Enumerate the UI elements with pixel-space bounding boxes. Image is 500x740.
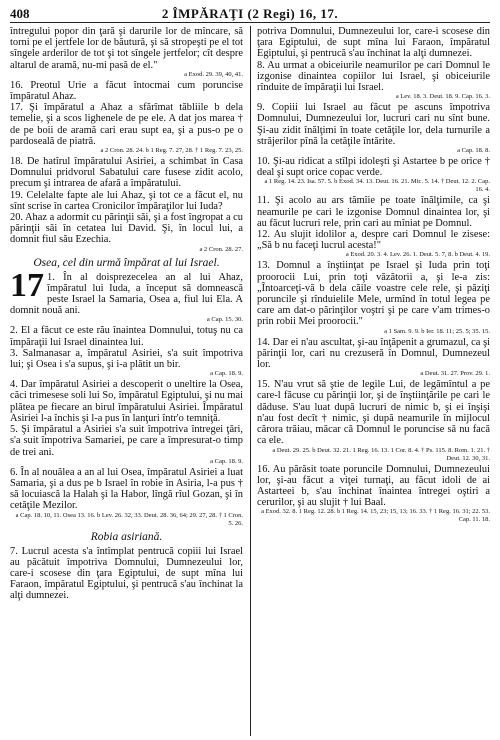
section-heading: Robia asiriană.: [90, 530, 163, 543]
verse-paragraph: 9. Copiii lui Israel au făcut pe ascuns împotriva Domnului, Dumnezeului lor, lucruri cari nu sînt bune. Şi-au zidit înălţimi în toate cetăţile lor, dela turnurile a străjerilor pînă la cetăţile întărite.: [257, 102, 490, 147]
verse-paragraph: 16. Preotul Urie a făcut întocmai cum poruncise împăratul Ahaz.: [10, 79, 243, 103]
cross-reference: a Lev. 18. 3. Deut. 18. 9. Cap. 16. 3.: [395, 93, 490, 101]
verse-paragraph: 14. Dar ei n'au ascultat, şi-au înţăpenit a grumazul, ca şi părinţii lor, cari nu crezuseră în Domnul, Dumnezeul lor.: [257, 336, 490, 371]
verse-paragraph: 12. Au slujit idolilor a, despre cari Domnul le zisese: „Să b nu faceţi lucrul acesta!": [257, 229, 490, 252]
cross-reference: a Exod. 29. 39, 40, 41.: [184, 70, 243, 78]
cross-reference: a Cap. 18. 9.: [210, 457, 243, 465]
cross-reference: a Cap. 15. 30.: [206, 316, 243, 324]
cross-reference: a 2 Cron. 28. 27.: [199, 245, 243, 253]
verse-paragraph: 11. Şi acolo au ars tămîie pe toate înălţimile, ca şi neamurile pe cari le izgonise Domnul dinaintea lor, şi au făcut lucruri rele, prin cari au mîniat pe Domnul.: [257, 195, 490, 229]
verse-text: 1. În al doisprezecelea an al lui Ahaz, împăratul lui Iuda, a început să domnească peste Israel la Samaria, Osea a, fiul lui Ela. A domnit nouă ani.: [10, 271, 243, 317]
verse-paragraph: 13. Domnul a înştiinţat pe Israel şi Iuda prin toţi proorocii Lui, prin toţi văzătorii a, şi le-a zis: „Întoarceţi-vă b dela căile voastre cele rele, şi păziţi poruncile şi rînduielile Mele, urmînd în totul legea pe care am dat-o părinţilor voştri şi pe care v'am trimes-o prin robii Mei proorocii.": [257, 260, 490, 328]
cross-reference: a Exod. 20. 3. 4. Lev. 26. 1. Deut. 5. 7, 8. b Deut. 4. 19.: [345, 251, 490, 259]
verse-paragraph: 19. Celelalte fapte ale lui Ahaz, şi tot ce a făcut el, nu sînt scrise în cartea Cronicilor împăraţilor lui Iuda?: [10, 189, 243, 212]
cross-reference: a Deut. 31. 27. Prov. 29. 1.: [420, 370, 490, 378]
chapter-start-paragraph: [10, 266, 243, 317]
verse-paragraph: 18. De hatîrul împăratului Asiriei, a schimbat în Casa Domnului pridvorul Sabatului care fusese zidit acolo, precum şi intrarea de afară a împăratului.: [10, 156, 243, 190]
verse-paragraph: 5. Şi împăratul a Asiriei s'a suit împotriva întregei ţări, s'a suit împotriva Samariei, pe care a împresurat-o timp de trei ani.: [10, 424, 243, 458]
verse-paragraph: 8. Au urmat a obiceiurile neamurilor pe cari Domnul le izgonise dinaintea copiilor lui Israel, şi obiceiurile rînduite de împăraţii lui Israel.: [257, 59, 490, 94]
left-column: [10, 26, 243, 736]
verse-paragraph: 16. Au părăsit toate poruncile Domnului, Dumnezeului lor, şi-au făcut a viţei turnaţi, au făcut idoli de ai Astarteei b, s'au închinat înaintea întregei oştiri a cerurilor, şi au slujit † lui Baal.: [257, 463, 490, 509]
verse-paragraph: 2. El a făcut ce este rău înaintea Domnului, totuş nu ca împăraţii lui Israel dinaintea lui.: [10, 325, 243, 348]
chapter-number: 17: [10, 266, 44, 304]
verse-paragraph: 10. Şi-au ridicat a stîlpi idoleşti şi Astartee b pe orice † deal şi supt orice copac verde.: [257, 156, 490, 179]
verse-paragraph: 7. Lucrul acesta s'a întîmplat pentrucă copiii lui Israel au păcătuit împotriva Domnului, Dumnezeului lor, care-i scosese din ţara Egiptului, de supt mîna lui Faraon, împăratul Egiptului, şi pentrucă s'au închinat la alţi dumnezei.: [10, 545, 243, 602]
bible-page: [10, 6, 490, 736]
section-heading: Osea, cel din urmă împărat al lui Israel.: [33, 256, 220, 269]
text-columns: [10, 26, 490, 736]
running-title: 2 ÎMPĂRAŢI (2 Regi) 16, 17.: [161, 6, 339, 21]
verse-paragraph: întregului popor din ţară şi darurile lor de mîncare, să torni pe el jertfele lor de băutură, şi să stropeşti pe el tot sîngele arderilor de tot şi tot sîngele jertfelor; cît despre altarul de aramă, nu-mi pasă de el.": [10, 26, 243, 71]
column-divider: [250, 26, 251, 736]
verse-paragraph: 3. Salmanasar a, împăratul Asiriei, s'a suit împotriva lui; şi Osea i s'a supus, şi i-a plătit un bir.: [10, 347, 243, 371]
cross-reference: a Exod. 32. 8. 1 Reg. 12. 28. b 1 Reg. 14. 15, 23; 15, 13; 16. 33. † 1 Reg. 16. 31; 22. 53. Cap. 11. 18.: [261, 508, 490, 524]
page-header: [10, 6, 490, 23]
cross-reference: a Cap. 18. 9.: [210, 370, 243, 378]
cross-reference: a Cap. 18. 10, 11. Osea 13. 16. b Lev. 26. 32, 33. Deut. 28. 36, 64; 29. 27, 28. † 1 Cron. 5. 26.: [15, 511, 243, 527]
right-column: [257, 26, 490, 736]
cross-reference: a 1 Sam. 9. 9. b Ier. 18. 11; 25. 5; 35. 15.: [384, 327, 490, 335]
verse-paragraph: 4. Dar împăratul Asiriei a descoperit o uneltire la Osea, căci trimesese soli lui So, împăratul Egiptului, şi nu mai plătea pe fiecare an birul împăratului Asiriei. Împăratul Asiriei l-a închis şi l-a pus în lanţuri într'o temniţă.: [10, 379, 243, 424]
verse-paragraph: 15. N'au vrut să ştie de legile Lui, de legămîntul a pe care-l făcuse cu părinţii lor, şi de înştiinţările pe cari le dăduse. S'au luat după lucruri de nimic b, şi ei înşişi n'au fost decît † nimic, şi după neamurile în mijlocul cărora trăiau, măcar că Domnul le poruncise să nu facă ca ele.: [257, 379, 490, 447]
cross-reference: a 2 Cron. 28. 24. b 1 Reg. 7. 27, 28. † 1 Reg. 7. 23, 25.: [100, 147, 243, 155]
page-number: 408: [10, 6, 30, 21]
cross-reference: a Cap. 18. 8.: [457, 147, 490, 155]
verse-paragraph: potriva Domnului, Dumnezeului lor, care-i scosese din ţara Egiptului, de supt mîna lui Faraon, împăratul Egiptului, şi pentrucă s'au închinat la alţi dumnezei.: [257, 26, 490, 60]
verse-paragraph: 20. Ahaz a adormit cu părinţii săi, şi a fost îngropat a cu părinţii săi în cetatea lui David. Şi, în locul lui, a domnit fiul său Ezechia.: [10, 212, 243, 246]
cross-reference: a 1 Reg. 14. 23. Isa. 57. 5. b Exod. 34. 13. Deut. 16. 21. Mic. 5. 14. † Deut. 12. 2. Cap. 16. 4.: [264, 178, 490, 194]
verse-paragraph: 6. În al nouălea a an al lui Osea, împăratul Asiriei a luat Samaria, şi a dus pe b Israel în robie în Asiria, l-a pus † să locuiască la Halah şi la Habor, lîngă rîul Gozan, şi în cetăţile Mezilor.: [10, 466, 243, 512]
verse-paragraph: 17. Şi împăratul a Ahaz a sfărîmat tăbliile b dela temelie, şi a scos lighenele de pe ele. A dat jos marea † de pe boii de aramă cari erau supt ea, şi a pus-o pe o pardoseală de piatră.: [10, 102, 243, 147]
cross-reference: a Deut. 29. 25. b Deut. 32. 21. 1 Reg. 16. 13. 1 Cor. 8. 4. † Ps. 115. 8. Rom. 1. 21. † Deut. 12. 30, 31.: [272, 446, 490, 462]
